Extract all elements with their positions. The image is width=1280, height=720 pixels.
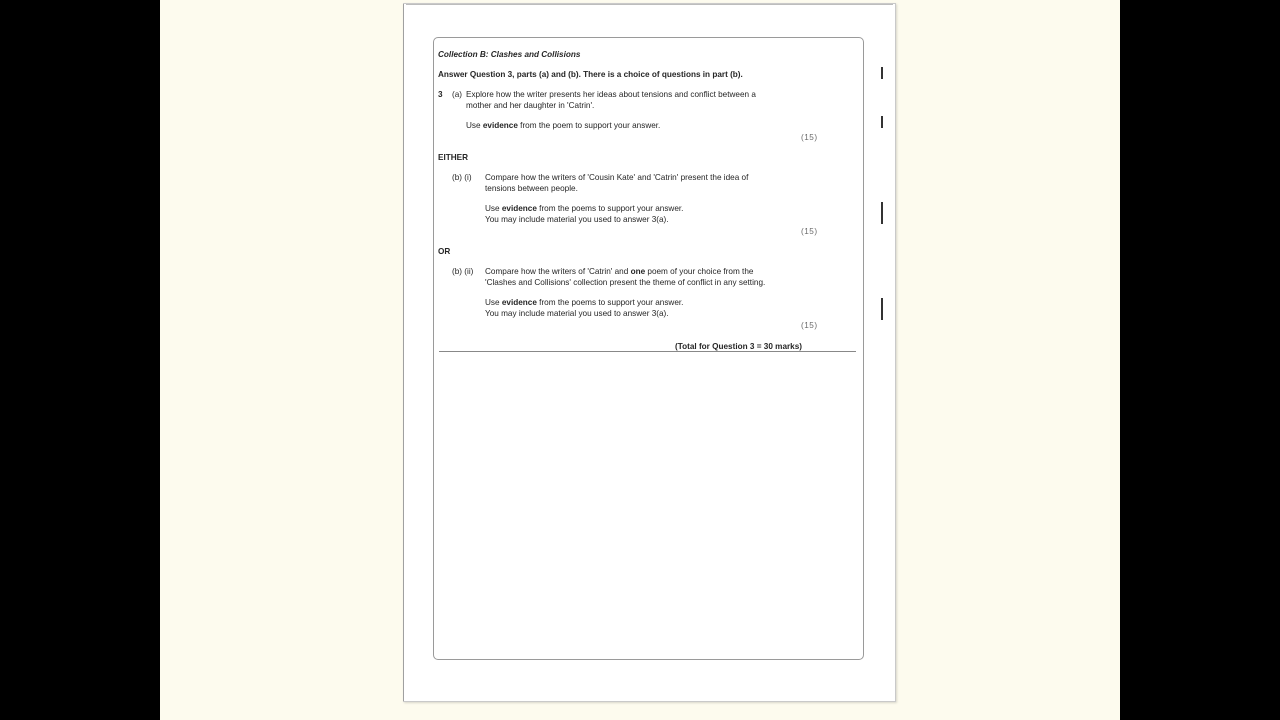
page-left-edge <box>403 4 404 701</box>
part-b-ii-text-line2: 'Clashes and Collisions' collection present the theme of conflict in any setting. <box>485 278 766 287</box>
part-a-label: (a) <box>452 90 463 99</box>
part-b-ii-evidence-line: Use evidence from the poems to support your answer. <box>485 298 684 307</box>
part-a-evidence-line: Use evidence from the poem to support your answer. <box>466 121 661 130</box>
part-b-i-include-line: You may include material you used to answer 3(a). <box>485 215 669 224</box>
or-label: OR <box>438 247 451 256</box>
part-a-marks: (15) <box>801 133 818 142</box>
collection-heading: Collection B: Clashes and Collisions <box>438 50 581 59</box>
part-a-text-line2: mother and her daughter in 'Catrin'. <box>466 101 595 110</box>
part-b-i-marks: (15) <box>801 227 818 236</box>
either-label: EITHER <box>438 153 469 162</box>
margin-mark <box>881 298 883 320</box>
part-b-ii-marks: (15) <box>801 321 818 330</box>
part-b-ii-text-line1: Compare how the writers of 'Catrin' and one poem of your choice from the <box>485 267 754 276</box>
document-viewer[interactable] <box>160 0 1120 720</box>
margin-mark <box>881 202 883 224</box>
part-b-i-evidence-line: Use evidence from the poems to support your answer. <box>485 204 684 213</box>
part-b-i-label: (b) (i) <box>452 173 472 182</box>
exam-page <box>403 3 896 702</box>
part-b-ii-label: (b) (ii) <box>452 267 474 276</box>
part-a-text-line1: Explore how the writer presents her ideas about tensions and conflict between a <box>466 90 756 99</box>
part-b-ii-include-line: You may include material you used to answer 3(a). <box>485 309 669 318</box>
question-number: 3 <box>438 90 443 99</box>
margin-mark <box>881 116 883 128</box>
part-b-i-text-line2: tensions between people. <box>485 184 578 193</box>
total-divider <box>439 351 856 352</box>
part-b-i-text-line1: Compare how the writers of 'Cousin Kate' and 'Catrin' present the idea of <box>485 173 749 182</box>
question-total: (Total for Question 3 = 30 marks) <box>675 342 803 351</box>
page-top-edge <box>406 4 893 5</box>
margin-mark <box>881 67 883 79</box>
question-instruction: Answer Question 3, parts (a) and (b). There is a choice of questions in part (b). <box>438 70 743 79</box>
